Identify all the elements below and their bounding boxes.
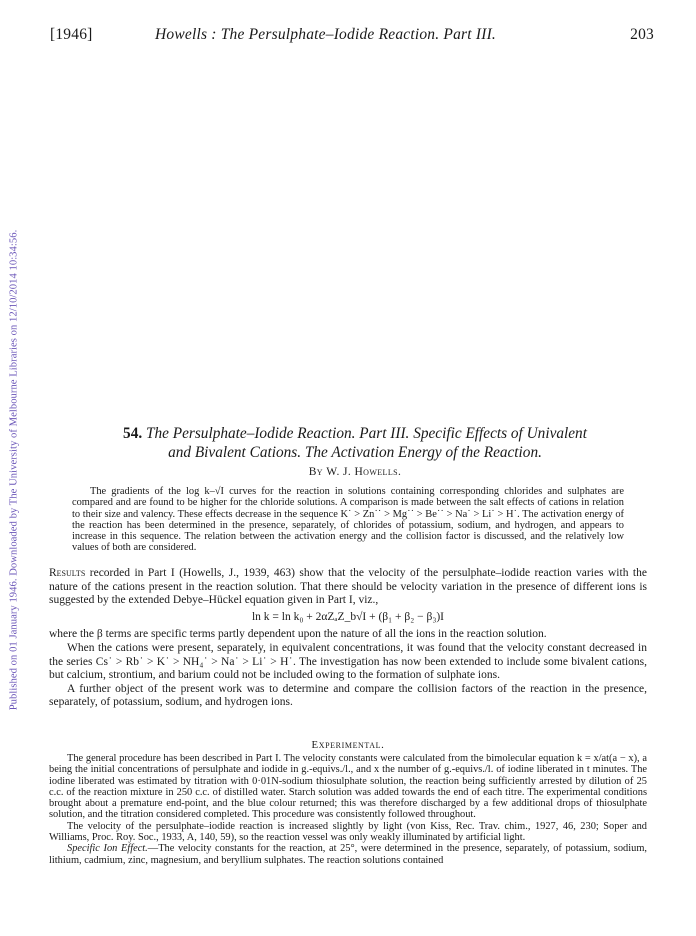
experimental-heading-text: Experimental. <box>311 739 385 751</box>
experimental-paragraph-specific-ion <box>49 843 647 866</box>
specific-ion-text: —The velocity constants for the reaction, at 25°, were determined in the presence, separately, of potassium, sodium, lithium, cadmium, zinc, magnesium, and beryllium sulphates. The reaction solutions contained <box>49 843 648 866</box>
article-number: 54. <box>123 425 143 442</box>
experimental-heading <box>49 739 647 751</box>
paragraph-intro <box>49 567 647 608</box>
page-number: 203 <box>630 26 654 43</box>
byline <box>60 466 650 478</box>
debye-huckel-equation: ln k = ln k₀ + 2αZₐZ_b√I + (β₁ + β₂ − β₃)I <box>251 610 444 623</box>
running-title: Howells : The Persulphate–Iodide Reaction. Part III. <box>155 26 497 43</box>
download-notice-text: Published on 01 January 1946. Downloaded by The University of Melbourne Libraries on 12/10/2014 10:34:56. <box>8 229 20 711</box>
body-text <box>49 567 647 710</box>
abstract: The gradients of the log k–√I curves for the reaction in solutions containing corresponding chlorides and sulphates are compared and are found to be higher for the chloride solutions. A comparison is made between the salt effects of cations in relation to their size and valency. These effects decrease in the sequence K˙ > Zn˙˙ > Mg˙˙ > Be˙˙ > Na˙ > Li˙ > H˙. The activation energy of the reaction has been determined in the presence, separately, of chlorides of potassium, sodium, and hydrogen, and appears to increase in this sequence. The relation between the activation energy and the collision factor is discussed, and the relatively low values of both are considered. <box>72 486 624 554</box>
title-line-1 <box>60 424 650 443</box>
paragraph-further-object: A further object of the present work was to determine and compare the collision factors of the reaction in the presence, separately, of potassium, sodium, and hydrogen ions. <box>49 682 647 709</box>
author-name: W. J. Howells. <box>326 466 402 478</box>
journal-year: [1946] <box>50 26 93 43</box>
experimental-section <box>49 753 647 866</box>
paragraph-lead-word: Results <box>49 567 86 579</box>
running-header <box>50 26 654 46</box>
paragraph-beta-terms: where the β terms are specific terms partly dependent upon the nature of all the ions in the reaction solution. <box>49 628 547 641</box>
byline-prefix: By <box>308 466 323 478</box>
title-line-1-text: The Persulphate–Iodide Reaction. Part III. Specific Effects of Univalent <box>146 425 587 442</box>
paragraph-cation-series: When the cations were present, separately, in equivalent concentrations, it was found that the velocity constant decreased in the series Cs˙ > Rb˙ > K˙ > NH₄˙ > Na˙ > Li˙ > H˙. The investigation has now been extended to include some bivalent cations, but calcium, strontium, and barium could not be included owing to the formation of sulphate ions. <box>49 641 647 682</box>
experimental-paragraph-light: The velocity of the persulphate–iodide reaction is increased slightly by light (von Kiss, Rec. Trav. chim., 1927, 46, 230; Soper and Williams, Proc. Roy. Soc., 1933, A, 140, 59), so the reaction vessel was only weakly illuminated by artificial light. <box>49 820 647 844</box>
experimental-paragraph-procedure: The general procedure has been described in Part I. The velocity constants were calculated from the bimolecular equation k = x/at(a − x), a being the initial concentrations of persulphate and iodide in g.-equivs./l., and x the number of g.-equivs./l. of iodine liberated in t minutes. The iodine liberated was estimated by titration with 0·01N-sodium thiosulphate solution, the reaction being sufficiently arrested by dilution of 25 c.c. of the reaction mixture in 250 c.c. of distilled water. Starch solution was added towards the end of each titre. The experimental conditions brought about a premature end-point, and the blue colour returned; this was therefore discharged by a few additional drops of thiosulphate solution, and the titration considered completed. This procedure was consistently followed throughout. <box>49 753 647 821</box>
paragraph-intro-text: recorded in Part I (Howells, J., 1939, 463) show that the velocity of the persulphate–iodide reaction varies with the nature of the cations present in the reaction solution. That there should be velocity variation in the presence of different ions is suggested by the extended Debye–Hückel equation given in Part I, viz., <box>49 567 647 607</box>
article-title <box>60 424 650 462</box>
title-line-2: and Bivalent Cations. The Activation Energy of the Reaction. <box>168 444 542 461</box>
subsection-title: Specific Ion Effect. <box>67 843 148 855</box>
